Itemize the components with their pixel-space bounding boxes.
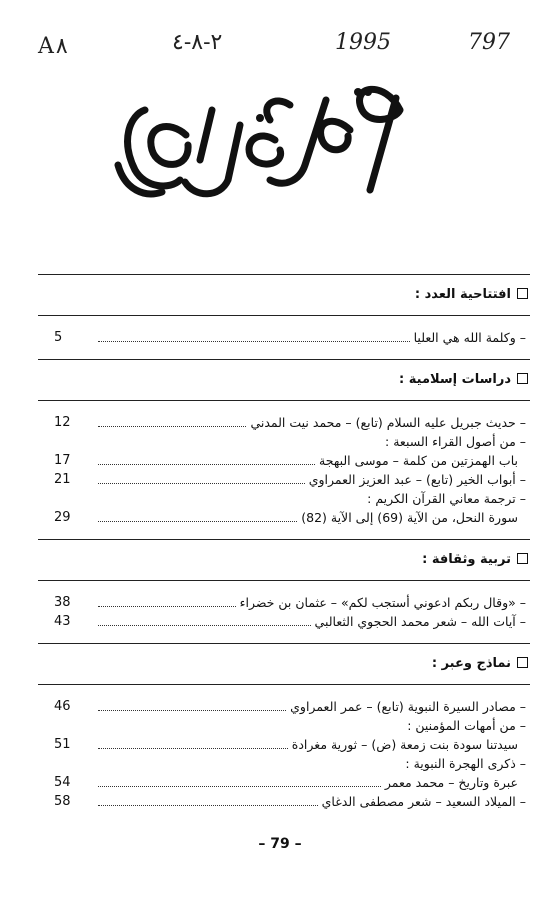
section-entries bbox=[38, 685, 530, 823]
title-text bbox=[100, 70, 410, 210]
toc-entry-page: 54 bbox=[54, 775, 71, 790]
toc-entry-title: – مصادر السيرة النبوية (تابع) – عمر العمراوي bbox=[290, 699, 526, 714]
section-heading bbox=[38, 548, 530, 572]
checkbox-square-icon bbox=[517, 373, 528, 384]
section-heading bbox=[38, 652, 530, 676]
toc-entry-title: سورة النحل، من الآية (69) إلى الآية (82) bbox=[301, 510, 518, 525]
toc-entry-page: 17 bbox=[54, 453, 71, 468]
toc-entry-title: – من أصول القراء السبعة : bbox=[385, 434, 526, 449]
toc-entry bbox=[38, 489, 530, 508]
dot-leader bbox=[98, 463, 315, 465]
section-top-rule bbox=[38, 274, 530, 275]
toc-entry-title: – الميلاد السعيد – شعر مصطفى الدغاي bbox=[321, 794, 526, 809]
handwritten-number: 797 bbox=[468, 30, 510, 55]
section-heading-text: نماذج وعبر : bbox=[431, 656, 511, 671]
handwritten-date-mark: ٢-٨-٤ bbox=[172, 30, 223, 55]
handwritten-issue-mark: A٨ bbox=[38, 34, 68, 59]
dot-leader bbox=[98, 747, 288, 749]
toc-entry-title: – ترجمة معاني القرآن الكريم : bbox=[367, 491, 526, 506]
toc-entry bbox=[38, 413, 530, 432]
dot-leader bbox=[98, 520, 297, 522]
toc-entry-page: 51 bbox=[54, 737, 71, 752]
section-top-rule bbox=[38, 539, 530, 540]
dot-leader bbox=[98, 482, 305, 484]
calligraphic-title bbox=[100, 70, 410, 210]
dot-leader bbox=[98, 340, 410, 342]
toc-entry-page: 29 bbox=[54, 510, 71, 525]
toc-entry-page: 46 bbox=[54, 699, 71, 714]
toc-entry bbox=[38, 773, 530, 792]
toc-entry bbox=[38, 792, 530, 811]
toc-entry-page: 58 bbox=[54, 794, 71, 809]
section-heading bbox=[38, 283, 530, 307]
toc-entry bbox=[38, 593, 530, 612]
toc-entry bbox=[38, 735, 530, 754]
section-top-rule bbox=[38, 359, 530, 360]
dot-leader bbox=[98, 605, 236, 607]
toc-entry bbox=[38, 716, 530, 735]
section-heading-text: افتتاحية العدد : bbox=[414, 287, 511, 302]
toc-entry bbox=[38, 451, 530, 470]
section-entries bbox=[38, 581, 530, 643]
toc-entry bbox=[38, 328, 530, 347]
toc-entry-page: 43 bbox=[54, 614, 71, 629]
toc-entry-title: – وكلمة الله هي العليا bbox=[413, 330, 526, 345]
toc-entry-page: 38 bbox=[54, 595, 71, 610]
section-heading-text: دراسات إسلامية : bbox=[399, 372, 511, 387]
toc-entry-title: باب الهمزتين من كلمة – موسى البهجة bbox=[319, 453, 518, 468]
dot-leader bbox=[98, 425, 246, 427]
toc-entry bbox=[38, 754, 530, 773]
toc-entry-title: – «وقال ربكم ادعوني أستجب لكم» – عثمان بن خضراء bbox=[239, 595, 526, 610]
section-heading bbox=[38, 368, 530, 392]
dot-leader bbox=[98, 709, 286, 711]
toc-entry-title: – آيات الله – شعر محمد الحجوي الثعالبي bbox=[314, 614, 526, 629]
section-entries bbox=[38, 401, 530, 539]
toc-entry bbox=[38, 697, 530, 716]
checkbox-square-icon bbox=[517, 288, 528, 299]
toc-entry-page: 12 bbox=[54, 415, 71, 430]
toc-entry bbox=[38, 612, 530, 631]
toc-entry-page: 21 bbox=[54, 472, 71, 487]
section-top-rule bbox=[38, 643, 530, 644]
toc-entry bbox=[38, 432, 530, 451]
checkbox-square-icon bbox=[517, 657, 528, 668]
toc-entry-title: – ذكرى الهجرة النبوية : bbox=[405, 756, 526, 771]
toc-entry-title: عبرة وتاريخ – محمد معمر bbox=[384, 775, 518, 790]
page-number: – 79 – bbox=[258, 836, 302, 852]
dot-leader bbox=[98, 785, 381, 787]
handwritten-year: 1995 bbox=[335, 30, 391, 55]
dot-leader bbox=[98, 804, 318, 806]
section-heading-text: تربية وثقافة : bbox=[422, 552, 511, 567]
toc-entry-title: – أبواب الخير (تابع) – عبد العزيز العمراوي bbox=[308, 472, 526, 487]
toc-entry bbox=[38, 508, 530, 527]
dot-leader bbox=[98, 624, 311, 626]
checkbox-square-icon bbox=[517, 553, 528, 564]
table-of-contents bbox=[38, 274, 530, 823]
toc-entry-title: – من أمهات المؤمنين : bbox=[407, 718, 526, 733]
section-entries bbox=[38, 316, 530, 359]
toc-entry-title: سيدتنا سودة بنت زمعة (ض) – ثورية مغرادة bbox=[291, 737, 518, 752]
toc-entry-title: – حديث جبريل عليه السلام (تابع) – محمد نيت المدني bbox=[250, 415, 526, 430]
toc-entry bbox=[38, 470, 530, 489]
toc-entry-page: 5 bbox=[54, 330, 63, 345]
